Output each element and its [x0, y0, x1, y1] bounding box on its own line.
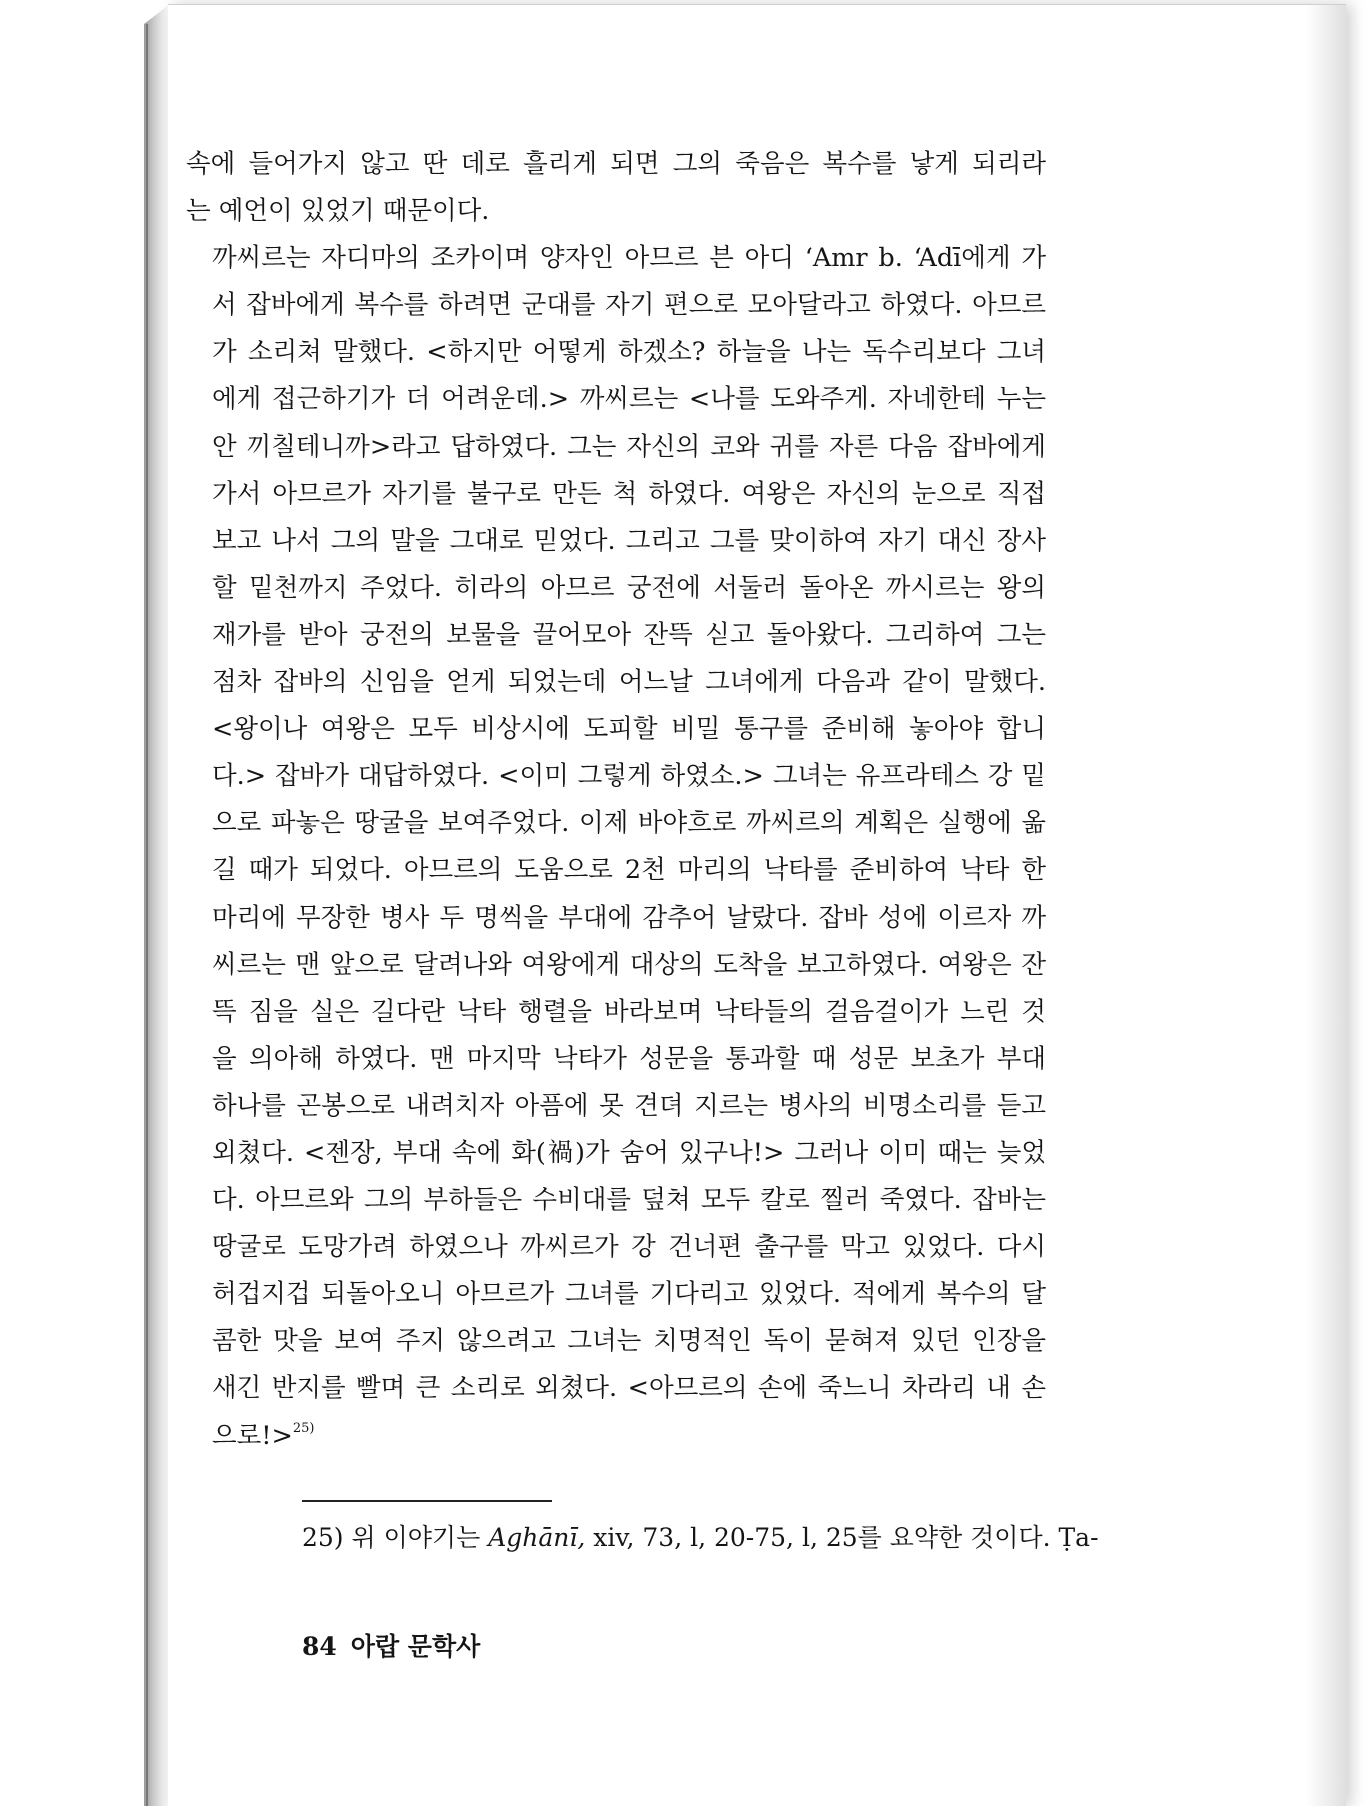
text-line: 할 밑천까지 주었다. 히라의 아므르 궁전에 서둘러 돌아온 까시르는 왕의: [212, 572, 1046, 603]
last-line-text: 으로!>: [212, 1420, 293, 1451]
text-line: [186, 1413, 1046, 1460]
text-line: 가서 아므르가 자기를 불구로 만든 척 하였다. 여왕은 자신의 눈으로 직접: [212, 478, 1046, 509]
main-text: [186, 141, 1046, 1460]
text-line: 는 예언이 있었기 때문이다.: [186, 196, 490, 227]
text-line: 하나를 곤봉으로 내려치자 아픔에 못 견뎌 지르는 병사의 비명소리를 듣고: [212, 1090, 1046, 1121]
text-line: 새긴 반지를 빨며 큰 소리로 외쳤다. <아므르의 손에 죽느니 차라리 내 손: [212, 1373, 1046, 1404]
text-line: 뜩 짐을 실은 길다란 낙타 행렬을 바라보며 낙타들의 걸음걸이가 느린 것: [212, 996, 1046, 1027]
text-line: 허겁지겁 되돌아오니 아므르가 그녀를 기다리고 있었다. 적에게 복수의 달: [212, 1279, 1046, 1310]
text-line: 땅굴로 도망가려 하였으나 까씨르가 강 건너편 출구를 막고 있었다. 다시: [212, 1232, 1046, 1263]
footnote: [302, 1518, 1099, 1558]
text-line: 으로 파놓은 땅굴을 보여주었다. 이제 바야흐로 까씨르의 계획은 실행에 옮: [212, 808, 1046, 839]
text-line: <왕이나 여왕은 모두 비상시에 도피할 비밀 통구를 준비해 놓아야 합니: [212, 714, 1046, 745]
page-footer: [302, 1627, 480, 1663]
text-line: 서 잡바에게 복수를 하려면 군대를 자기 편으로 모아달라고 하였다. 아므르: [212, 290, 1046, 321]
text-line: 점차 잡바의 신임을 얻게 되었는데 어느날 그녀에게 다음과 같이 말했다.: [212, 667, 1046, 698]
book-title: 아랍 문학사: [350, 1632, 481, 1661]
footnote-source: Aghānī,: [488, 1523, 586, 1552]
text-line: 외쳤다. <젠장, 부대 속에 화(禍)가 숨어 있구나!> 그러나 이미 때는 늦었: [212, 1137, 1046, 1168]
footnote-reference[interactable]: 25): [292, 1420, 315, 1436]
text-line: 마리에 무장한 병사 두 명씩을 부대에 감추어 날랐다. 잡바 성에 이르자 까: [212, 902, 1046, 933]
text-line: 속에 들어가지 않고 딴 데로 흘리게 되면 그의 죽음은 복수를 낳게 되리라: [186, 149, 1046, 179]
text-line: 재가를 받아 궁전의 보물을 끌어모아 잔뜩 싣고 돌아왔다. 그리하여 그는: [212, 619, 1046, 650]
book-spine-line: [146, 24, 148, 1806]
text-line: 씨르는 맨 앞으로 달려나와 여왕에게 대상의 도착을 보고하였다. 여왕은 잔: [212, 949, 1046, 980]
text-line: 보고 나서 그의 말을 그대로 믿었다. 그리고 그를 맞이하여 자기 대신 장사: [212, 525, 1046, 556]
text-line: 콤한 맛을 보여 주지 않으려고 그녀는 치명적인 독이 묻혀져 있던 인장을: [212, 1326, 1046, 1357]
text-line: 안 끼칠테니까>라고 답하였다. 그는 자신의 코와 귀를 자른 다음 잡바에게: [212, 431, 1046, 462]
page-number: 84: [302, 1632, 337, 1661]
page-shadow: [1306, 5, 1346, 1806]
footnote-prefix: 위 이야기는: [351, 1523, 481, 1552]
paragraph-1: [186, 141, 1046, 235]
text-line: 까씨르는 자디마의 조카이며 양자인 아므르 븐 아디 ‘Amr b. ‘Adī에게 가: [212, 243, 1046, 274]
text-line: 에게 접근하기가 더 어려운데.> 까씨르는 <나를 도와주게. 자네한테 누는: [212, 384, 1046, 415]
footnote-suffix: xiv, 73, l, 20-75, l, 25를 요약한 것이다. Ṭa-: [593, 1523, 1099, 1552]
footnote-number: 25): [302, 1523, 344, 1552]
text-line: 다.> 잡바가 대답하였다. <이미 그렇게 하였소.> 그녀는 유프라테스 강 밑: [212, 761, 1046, 792]
text-line: 다. 아므르와 그의 부하들은 수비대를 덮쳐 모두 칼로 찔러 죽였다. 잡바는: [212, 1185, 1046, 1216]
text-line: 가 소리쳐 말했다. <하지만 어떻게 하겠소? 하늘을 나는 독수리보다 그녀: [212, 337, 1046, 368]
text-line: 을 의아해 하였다. 맨 마지막 낙타가 성문을 통과할 때 성문 보초가 부대: [212, 1043, 1046, 1074]
paragraph-2: [186, 235, 1046, 1459]
text-line: 길 때가 되었다. 아므르의 도움으로 2천 마리의 낙타를 준비하여 낙타 한: [212, 855, 1046, 886]
footnote-divider: [302, 1500, 552, 1502]
